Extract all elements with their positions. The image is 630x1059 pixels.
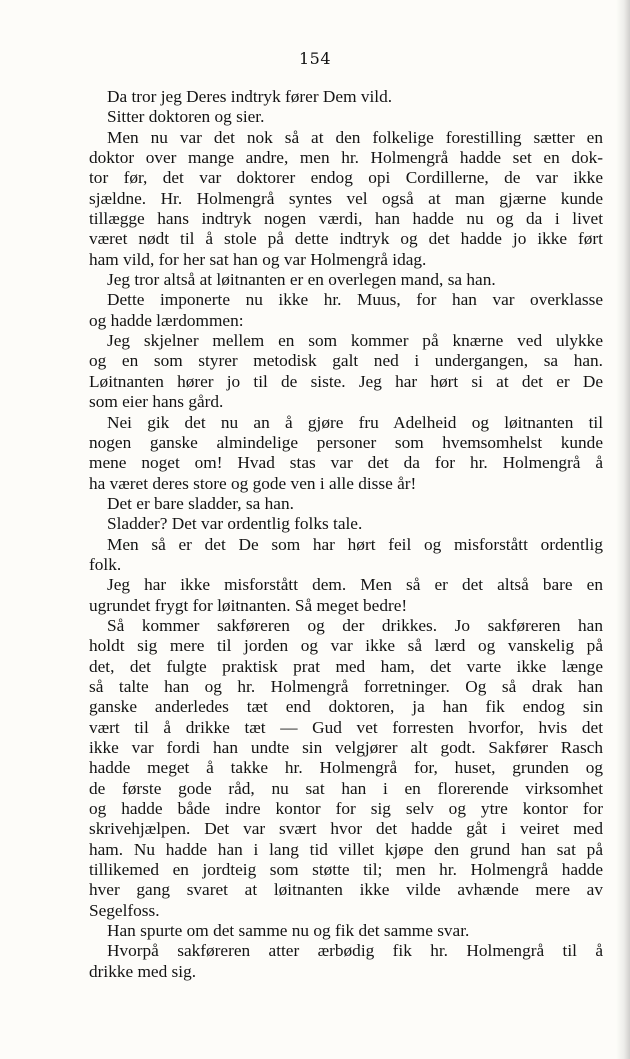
text-line: Sitter doktoren og sier. (107, 107, 265, 127)
text-line: ham. Nu hadde han i lang tid villet kjøpe den grund han sat på (89, 839, 603, 859)
text-line: tillægge hans indtryk nogen værdi, han hadde nu og da i livet (89, 209, 603, 229)
text-line: sjældne. Hr. Holmengrå syntes vel også at man gjærne kunde (89, 188, 603, 208)
text-line: hver gang svaret at løitnanten ikke vilde avhænde mere av (89, 880, 603, 900)
text-line: drikke med sig. (89, 961, 197, 981)
text-line: hadde meget å takke hr. Holmengrå for, huset, grunden og (89, 758, 603, 778)
text-line: og hadde lærdommen: (89, 310, 244, 330)
text-line: så talte han og hr. Holmengrå forretninger. Og så drak han (89, 676, 603, 696)
text-line: Dette imponerte nu ikke hr. Muus, for han var overklasse (107, 290, 603, 310)
text-line: ham vild, for her sat han og var Holmengrå idag. (89, 249, 427, 269)
text-line: og en som styrer metodisk galt ned i undergangen, sa han. (89, 351, 603, 371)
text-line: ikke var fordi han undte sin velgjører alt godt. Sakfører Rasch (89, 738, 603, 757)
text-line: skrivehjælpen. Det var svært hvor det hadde gåt i veiret med (89, 819, 603, 839)
page-number: 154 (298, 49, 332, 68)
text-line: Da tror jeg Deres indtryk fører Dem vild. (107, 87, 393, 106)
body-text (89, 87, 603, 982)
text-line: været nødt til å stole på dette indtryk og det hadde jo ikke ført (89, 229, 603, 249)
text-line: tor før, det var doktorer endog opi Cordillerne, de var ikke (89, 168, 603, 188)
text-line: det, det fulgte praktisk prat med ham, det varte ikke længe (89, 656, 603, 676)
text-line: vært til å drikke tæt — Gud vet forresten hvorfor, hvis det (89, 717, 603, 737)
text-line: Så kommer sakføreren og der drikkes. Jo sakføreren han (107, 615, 603, 635)
text-line: Det er bare sladder, sa han. (107, 493, 294, 513)
text-line: ganske anderledes tæt end doktoren, ja han fik endog sin (89, 697, 603, 717)
text-line: Sladder? Det var ordentlig folks tale. (107, 514, 363, 534)
text-line: nogen ganske almindelige personer som hvemsomhelst kunde (89, 432, 603, 452)
text-line: mene noget om! Hvad stas var det da for hr. Holmengrå å (89, 453, 603, 473)
text-line: Jeg har ikke misforstått dem. Men så er det altså bare en (107, 575, 603, 595)
text-line: Jeg skjelner mellem en som kommer på knærne ved ulykke (107, 331, 603, 351)
page-edge-shadow (616, 0, 630, 1059)
text-line: Nei gik det nu an å gjøre fru Adelheid og løitnanten til (107, 412, 603, 432)
text-line: Han spurte om det samme nu og fik det samme svar. (107, 921, 470, 941)
text-line: Løitnanten hører jo til de siste. Jeg har hørt si at det er De (89, 371, 603, 391)
text-line: og hadde både indre kontor for sig selv og ytre kontor for (89, 799, 603, 819)
text-line: Men nu var det nok så at den folkelige forestilling sætter en (107, 127, 603, 147)
text-line: doktor over mange andre, men hr. Holmengrå hadde set en dok- (89, 148, 603, 168)
text-line: de første gode råd, nu sat han i en florerende virksomhet (89, 778, 603, 798)
text-line: holdt sig mere til jorden og var ikke så lærd og vanskelig på (89, 636, 603, 656)
text-line: Segelfoss. (89, 900, 160, 920)
text-line: Hvorpå sakføreren atter ærbødig fik hr. Holmengrå til å (107, 941, 603, 961)
text-line: ugrundet frygt for løitnanten. Så meget bedre! (89, 595, 408, 615)
text-line: Men så er det De som har hørt feil og misforstått ordentlig (107, 534, 603, 554)
text-line: som eier hans gård. (89, 392, 224, 412)
text-line: ha været deres store og gode ven i alle disse år! (89, 473, 417, 493)
text-line: tillikemed en jordteig som støtte til; men hr. Holmengrå hadde (89, 860, 603, 880)
text-line: Jeg tror altså at løitnanten er en overlegen mand, sa han. (107, 270, 496, 290)
text-line: folk. (89, 554, 122, 574)
